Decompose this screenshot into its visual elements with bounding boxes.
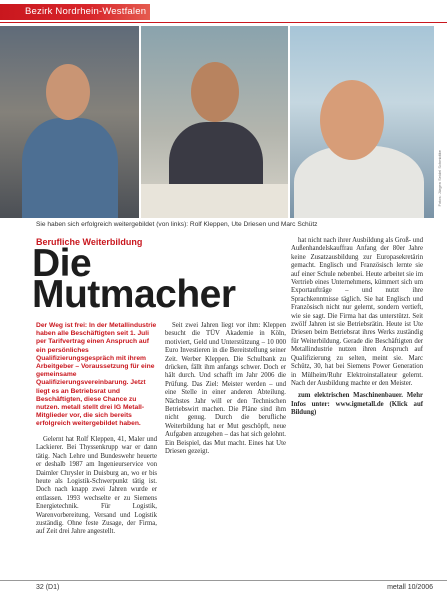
person-head: [320, 80, 384, 160]
body-paragraph: hat nicht nach ihrer Ausbildung als Groß- und Außenhandelskauffrau Anfang der 80er Jahre keine Zusatzausbildung zur Europasekretärin gemacht. Englisch und Französisch lernte sie auf einer Schule nebenbei. Heute arbeitet sie im Vertrieb eines Unternehmens, kümmert sich um Exportaufträge – und nutzt ihre Sprachkenntnisse täglich. Sie hat Englisch und Französisch nicht nur gelernt, sondern vertieft, wie sie sagt. Die Firma hat das unterstützt. Seit zwölf Jahren ist sie Betriebsrätin. Heute ist Ute Driesen beim Betriebsrat ihres Werks zuständig für Weiterbildung. Gerade die Beschäftigten der Metallindustrie nutzen ihren Anspruch auf Qualifizierung zu selten, meint sie. Marc Schütz, 30, hat bei Siemens Power Generation in Mülheim/Ruhr Elektroinstallateur gelernt. Nach der Ausbildung machte er den Meister.: [291, 237, 423, 387]
person-torso: [22, 118, 118, 218]
desk-surface: [141, 184, 288, 218]
photo-marc-schuetz: [290, 26, 434, 218]
photo-caption: Sie haben sich erfolgreich weitergebildet (von links): Rolf Kleppen, Ute Driesen und Marc Schütz: [36, 221, 318, 228]
issue-label: metall 10/2006: [387, 584, 433, 591]
section-header: [0, 0, 447, 26]
person-head: [46, 64, 90, 120]
article-kicker: Berufliche Weiterbildung: [36, 237, 143, 247]
person-head: [191, 62, 239, 122]
body-column-3: [291, 237, 423, 418]
headline-line-2: Mutmacher: [32, 273, 236, 316]
body-paragraph: Seit zwei Jahren liegt vor ihm: Kleppen besucht die TÜV Akademie in Köln, motiviert, Geld und Unterstützung – 10 000 Euro Investieren in die Bereitstellung seiner Zeit. Werber Kleppen. Die Schulbank zu drücken, fällt ihm anfangs schwer. Doch er hält durch. Und schafft im Jahr 2006 die Prüfung. Das Ziel: Meister werden – und eine Stelle in einer anderen Abteilung. Nächstes Jahr will er den Technischen Betriebswirt machen. Die Pläne sind ihm nicht genug. Durch die berufliche Weiterbildung hat er Mut geschöpft, neue Aufgaben anzugehen – das hat sich gelohnt. Ein Beispiel, das Mut macht. Eines hat Ute Driesen gezeigt.: [165, 322, 286, 456]
header-divider: [0, 22, 447, 23]
body-column-2: [165, 322, 286, 457]
section-label: Bezirk Nordrhein-Westfalen: [25, 6, 147, 17]
photo-credit: Fotos: Jürgen Seidel Schmidtke: [437, 150, 442, 207]
photo-strip: [0, 26, 434, 218]
article-lead: Der Weg ist frei: In der Metallindustrie haben alle Beschäftigten seit 1. Juli per Tarifvertrag einen Anspruch auf ein persönliches Qualifizierungsgespräch mit ihrem Arbeitgeber – Voraussetzung für eine gemeinsame Qualifizierungsvereinbarung. Jetzt liegt es an Betriebsrat und Beschäftigten, diese Chance zu nutzen. metall stellt drei IG Metall-Mitglieder vor, die sich bereits erfolgreich weitergebildet haben.: [36, 322, 157, 428]
footer-divider: [0, 580, 447, 581]
body-column-1: [36, 436, 157, 537]
photo-rolf-kleppen: [0, 26, 139, 218]
page-number: 32 (D1): [36, 584, 60, 591]
body-paragraph: Gelernt hat Rolf Kleppen, 41, Maler und Lackierer. Bei Thyssenkrupp war er dann tätig. Nach Lehre und Bundeswehr heuerte er deshalb 1987 am Ingenieurservice von Daimler Chrysler in Duisburg an, wo er bis heute als Logistik-Schwerpunkt tätig ist. Doch nach knapp zwei Jahren wurde er entlassen. 1993 wechselte er zu Siemens Energietechnik. Für Logistik, Warenvorbereitung, Versand und Logistik zuständig. Ohne feste Zusage, der Firma, auf Zeit drei Jahre angestellt.: [36, 436, 157, 536]
headline-line-1: Die: [32, 242, 92, 285]
body-paragraph-end: zum elektrischen Maschinenbauer. Mehr Infos unter: www.igmetall.de (Klick auf Bildung): [291, 392, 423, 417]
photo-ute-driesen: [141, 26, 288, 218]
